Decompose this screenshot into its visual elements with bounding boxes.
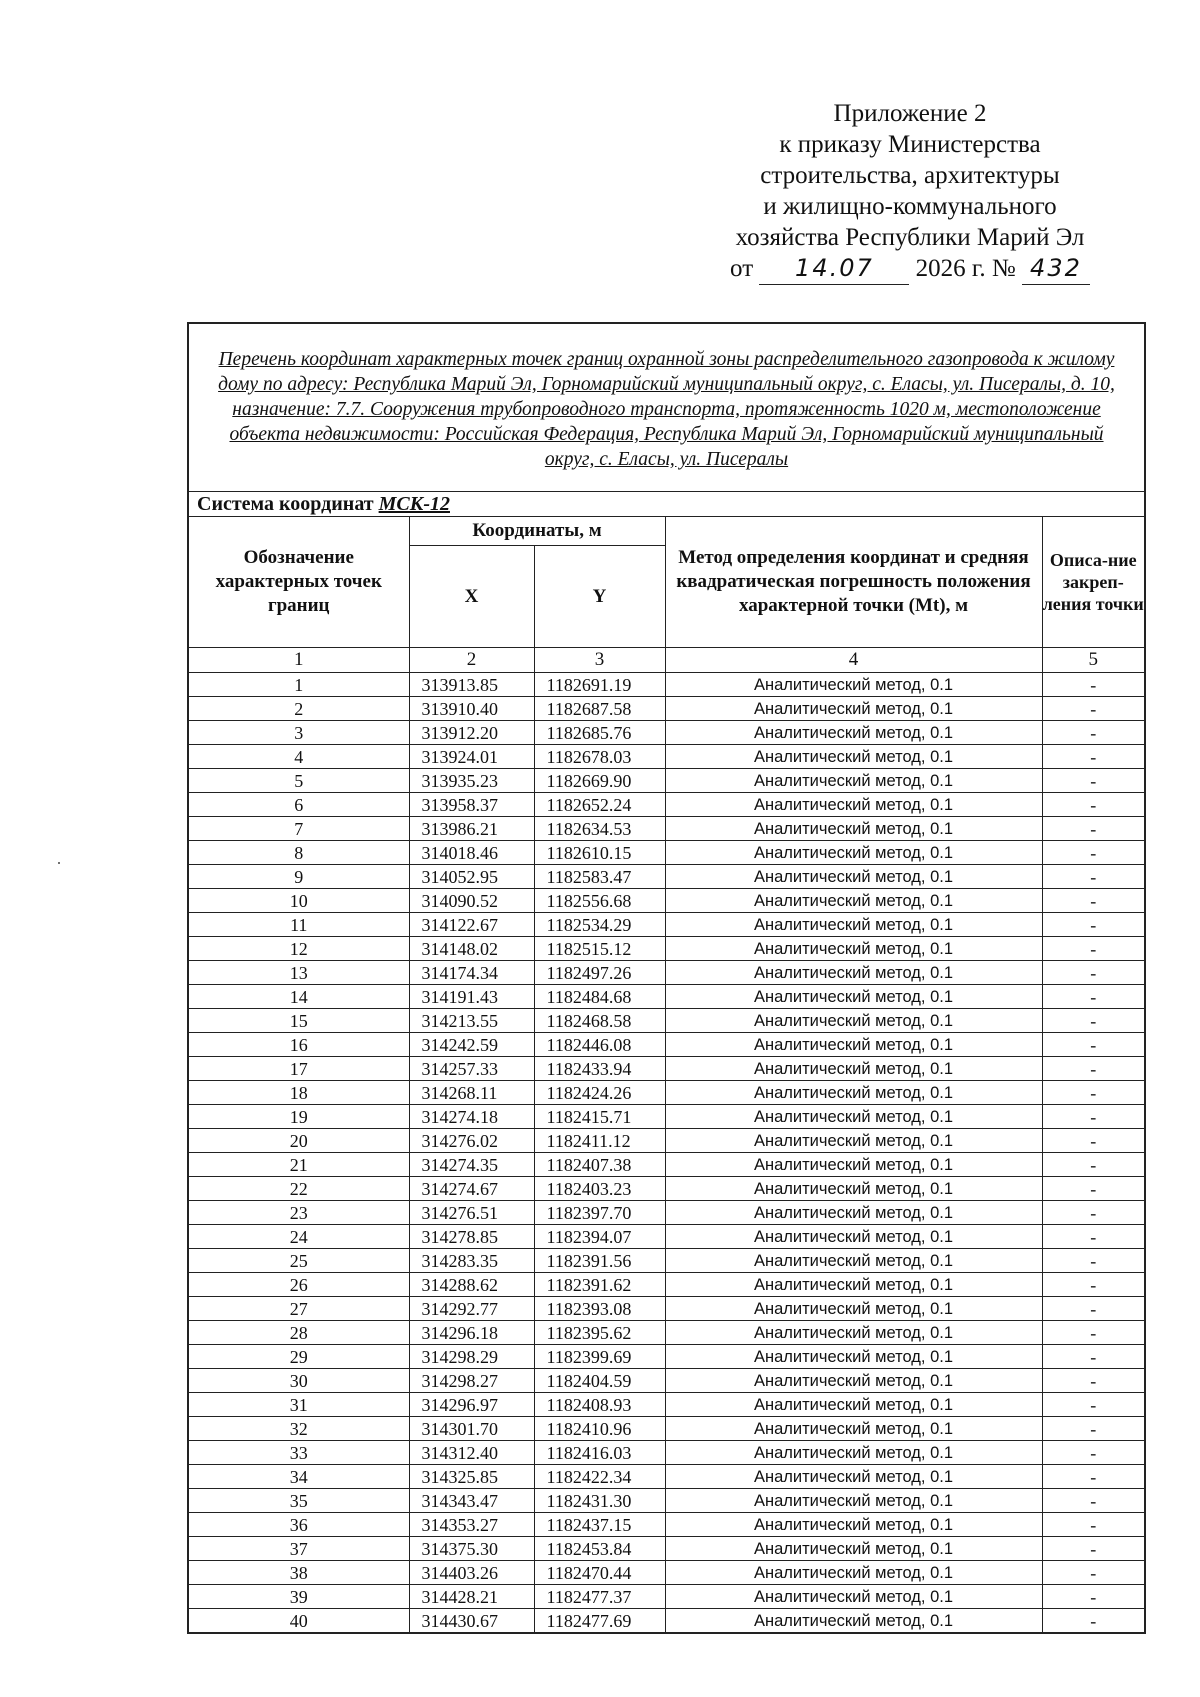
coord-y: 1182556.68 [534,889,665,913]
table-row [188,745,1145,769]
description-cell: - [1042,1465,1145,1489]
table-row [188,889,1145,913]
table-row [188,1201,1145,1225]
method-cell: Аналитический метод, 0.1 [665,1249,1042,1273]
coord-y: 1182534.29 [534,913,665,937]
point-number: 32 [188,1417,409,1441]
coord-y: 1182446.08 [534,1033,665,1057]
point-number: 18 [188,1081,409,1105]
coord-y: 1182433.94 [534,1057,665,1081]
description-cell: - [1042,889,1145,913]
description-cell: - [1042,673,1145,697]
method-cell: Аналитический метод, 0.1 [665,745,1042,769]
coord-x: 314174.34 [409,961,534,985]
coord-y: 1182410.96 [534,1417,665,1441]
coord-y: 1182431.30 [534,1489,665,1513]
column-number-row [188,648,1145,673]
coord-y: 1182422.34 [534,1465,665,1489]
description-cell: - [1042,1177,1145,1201]
method-cell: Аналитический метод, 0.1 [665,1393,1042,1417]
coord-y: 1182391.62 [534,1273,665,1297]
system-value: МСК-12 [378,492,450,515]
point-number: 37 [188,1537,409,1561]
method-cell: Аналитический метод, 0.1 [665,1081,1042,1105]
method-cell: Аналитический метод, 0.1 [665,1465,1042,1489]
description-cell: - [1042,1225,1145,1249]
coord-y: 1182391.56 [534,1249,665,1273]
coord-x: 314312.40 [409,1441,534,1465]
point-number: 11 [188,913,409,937]
point-number: 3 [188,721,409,745]
method-cell: Аналитический метод, 0.1 [665,1537,1042,1561]
coord-x: 314278.85 [409,1225,534,1249]
coord-y: 1182484.68 [534,985,665,1009]
method-cell: Аналитический метод, 0.1 [665,889,1042,913]
point-number: 36 [188,1513,409,1537]
scan-speck [58,862,60,864]
method-cell: Аналитический метод, 0.1 [665,769,1042,793]
coord-x: 314325.85 [409,1465,534,1489]
table-row [188,817,1145,841]
coord-y: 1182678.03 [534,745,665,769]
description-cell: - [1042,1153,1145,1177]
table-row [188,1273,1145,1297]
method-cell: Аналитический метод, 0.1 [665,985,1042,1009]
coord-y: 1182399.69 [534,1345,665,1369]
coord-x: 313986.21 [409,817,534,841]
description-cell: - [1042,817,1145,841]
appendix-title: Приложение 2 [833,100,987,127]
table-row [188,1057,1145,1081]
coord-x: 313958.37 [409,793,534,817]
point-number: 40 [188,1609,409,1634]
table-row [188,1009,1145,1033]
table-row [188,1489,1145,1513]
point-number: 8 [188,841,409,865]
coord-x: 313935.23 [409,769,534,793]
point-number: 26 [188,1273,409,1297]
description-cell: - [1042,1009,1145,1033]
method-cell: Аналитический метод, 0.1 [665,721,1042,745]
method-cell: Аналитический метод, 0.1 [665,793,1042,817]
description-cell: - [1042,1513,1145,1537]
coord-x: 314052.95 [409,865,534,889]
point-number: 2 [188,697,409,721]
coord-x: 314274.35 [409,1153,534,1177]
point-number: 27 [188,1297,409,1321]
table-row [188,673,1145,697]
coord-x: 314242.59 [409,1033,534,1057]
coord-x: 314353.27 [409,1513,534,1537]
table-row [188,1345,1145,1369]
table-row [188,1105,1145,1129]
description-cell: - [1042,1561,1145,1585]
date-prefix: от [730,255,754,282]
method-cell: Аналитический метод, 0.1 [665,1489,1042,1513]
coord-y: 1182583.47 [534,865,665,889]
method-cell: Аналитический метод, 0.1 [665,1417,1042,1441]
table-caption: Перечень координат характерных точек границ охранной зоны распределительного газопровода к жилому дому по адресу: Республика Марий Эл, Горномарийский муниципальный округ, с. Еласы, ул. Писералы, д. 10, назначение: 7.7. Сооружения трубопроводного транспорта, протяженность 1020 м, местоположение объекта недвижимости: Российская Федерация, Республика Марий Эл, Горномарийский муниципальный округ, с. Еласы, ул. Писералы [188,323,1145,492]
point-number: 12 [188,937,409,961]
coord-x: 314288.62 [409,1273,534,1297]
year-text: 2026 г. № [915,255,1016,282]
coord-x: 314268.11 [409,1081,534,1105]
table-row [188,1321,1145,1345]
point-number: 24 [188,1225,409,1249]
description-cell: - [1042,1537,1145,1561]
coord-y: 1182395.62 [534,1321,665,1345]
table-row [188,1537,1145,1561]
appendix-line: к приказу Министерства [779,131,1041,158]
description-cell: - [1042,1273,1145,1297]
header-y: Y [534,546,665,648]
description-cell: - [1042,937,1145,961]
order-date-line [700,253,1120,285]
table-row [188,1513,1145,1537]
table-row [188,1585,1145,1609]
table-row [188,1177,1145,1201]
coord-y: 1182408.93 [534,1393,665,1417]
table-row [188,1153,1145,1177]
description-cell: - [1042,1585,1145,1609]
description-cell: - [1042,1033,1145,1057]
coord-x: 314428.21 [409,1585,534,1609]
column-number: 2 [409,648,534,673]
description-cell: - [1042,1297,1145,1321]
appendix-header [700,98,1120,285]
method-cell: Аналитический метод, 0.1 [665,1009,1042,1033]
coord-x: 314148.02 [409,937,534,961]
coord-x: 314018.46 [409,841,534,865]
method-cell: Аналитический метод, 0.1 [665,1561,1042,1585]
point-number: 33 [188,1441,409,1465]
point-number: 29 [188,1345,409,1369]
point-number: 1 [188,673,409,697]
method-cell: Аналитический метод, 0.1 [665,1345,1042,1369]
handwritten-date: 14.07 [759,253,909,285]
method-cell: Аналитический метод, 0.1 [665,1609,1042,1634]
method-cell: Аналитический метод, 0.1 [665,1441,1042,1465]
coord-x: 314274.67 [409,1177,534,1201]
coord-y: 1182687.58 [534,697,665,721]
description-cell: - [1042,1321,1145,1345]
method-cell: Аналитический метод, 0.1 [665,1321,1042,1345]
system-label: Система координат [197,492,374,515]
table-row [188,913,1145,937]
table-row [188,1225,1145,1249]
point-number: 23 [188,1201,409,1225]
coord-y: 1182652.24 [534,793,665,817]
table-row [188,1561,1145,1585]
coord-y: 1182415.71 [534,1105,665,1129]
point-number: 16 [188,1033,409,1057]
appendix-line: и жилищно-коммунального [763,193,1057,220]
coord-y: 1182477.37 [534,1585,665,1609]
method-cell: Аналитический метод, 0.1 [665,1297,1042,1321]
point-number: 22 [188,1177,409,1201]
method-cell: Аналитический метод, 0.1 [665,1225,1042,1249]
table-row [188,841,1145,865]
description-cell: - [1042,1345,1145,1369]
coord-x: 314298.27 [409,1369,534,1393]
coord-x: 314298.29 [409,1345,534,1369]
description-cell: - [1042,913,1145,937]
coord-y: 1182403.23 [534,1177,665,1201]
table-row [188,697,1145,721]
point-number: 6 [188,793,409,817]
coord-x: 314296.97 [409,1393,534,1417]
coord-x: 314090.52 [409,889,534,913]
coord-y: 1182691.19 [534,673,665,697]
point-number: 13 [188,961,409,985]
coord-x: 314375.30 [409,1537,534,1561]
method-cell: Аналитический метод, 0.1 [665,1513,1042,1537]
description-cell: - [1042,1609,1145,1634]
column-number: 4 [665,648,1042,673]
description-cell: - [1042,1105,1145,1129]
point-number: 28 [188,1321,409,1345]
table-row [188,1369,1145,1393]
table-row [188,1033,1145,1057]
table-row [188,1249,1145,1273]
description-cell: - [1042,1057,1145,1081]
description-cell: - [1042,697,1145,721]
column-number: 3 [534,648,665,673]
coord-y: 1182393.08 [534,1297,665,1321]
coord-x: 314257.33 [409,1057,534,1081]
description-cell: - [1042,1441,1145,1465]
coord-y: 1182610.15 [534,841,665,865]
table-row [188,793,1145,817]
point-number: 35 [188,1489,409,1513]
description-cell: - [1042,841,1145,865]
point-number: 31 [188,1393,409,1417]
header-coords: Координаты, м [409,517,665,546]
table-row [188,1393,1145,1417]
coord-y: 1182411.12 [534,1129,665,1153]
coord-x: 314276.51 [409,1201,534,1225]
point-number: 17 [188,1057,409,1081]
coord-x: 314343.47 [409,1489,534,1513]
point-number: 7 [188,817,409,841]
table-row [188,961,1145,985]
coord-x: 314430.67 [409,1609,534,1634]
coord-x: 313912.20 [409,721,534,745]
description-cell: - [1042,745,1145,769]
point-number: 21 [188,1153,409,1177]
description-cell: - [1042,1081,1145,1105]
table-row [188,865,1145,889]
method-cell: Аналитический метод, 0.1 [665,961,1042,985]
method-cell: Аналитический метод, 0.1 [665,1105,1042,1129]
table-row [188,1609,1145,1634]
method-cell: Аналитический метод, 0.1 [665,1177,1042,1201]
coord-x: 313910.40 [409,697,534,721]
method-cell: Аналитический метод, 0.1 [665,1585,1042,1609]
description-cell: - [1042,1129,1145,1153]
table-row [188,1081,1145,1105]
description-cell: - [1042,1417,1145,1441]
coord-y: 1182453.84 [534,1537,665,1561]
table-row [188,1441,1145,1465]
method-cell: Аналитический метод, 0.1 [665,1201,1042,1225]
coord-y: 1182404.59 [534,1369,665,1393]
point-number: 25 [188,1249,409,1273]
table-row [188,985,1145,1009]
column-number: 1 [188,648,409,673]
method-cell: Аналитический метод, 0.1 [665,817,1042,841]
point-number: 5 [188,769,409,793]
coord-x: 314301.70 [409,1417,534,1441]
header-points: Обозначение характерных точек границ [188,517,409,648]
coord-x: 314122.67 [409,913,534,937]
coord-y: 1182468.58 [534,1009,665,1033]
coord-y: 1182634.53 [534,817,665,841]
method-cell: Аналитический метод, 0.1 [665,1129,1042,1153]
coord-y: 1182397.70 [534,1201,665,1225]
description-cell: - [1042,1201,1145,1225]
method-cell: Аналитический метод, 0.1 [665,673,1042,697]
point-number: 10 [188,889,409,913]
coord-x: 314292.77 [409,1297,534,1321]
method-cell: Аналитический метод, 0.1 [665,1153,1042,1177]
coord-y: 1182416.03 [534,1441,665,1465]
coord-x: 313913.85 [409,673,534,697]
appendix-line: строительства, архитектуры [760,162,1060,189]
coord-y: 1182424.26 [534,1081,665,1105]
method-cell: Аналитический метод, 0.1 [665,913,1042,937]
method-cell: Аналитический метод, 0.1 [665,1369,1042,1393]
coord-y: 1182669.90 [534,769,665,793]
table-row [188,769,1145,793]
point-number: 14 [188,985,409,1009]
point-number: 20 [188,1129,409,1153]
coord-x: 314274.18 [409,1105,534,1129]
coord-y: 1182515.12 [534,937,665,961]
description-cell: - [1042,1489,1145,1513]
coord-y: 1182470.44 [534,1561,665,1585]
description-cell: - [1042,1249,1145,1273]
coord-x: 314283.35 [409,1249,534,1273]
point-number: 19 [188,1105,409,1129]
coord-y: 1182497.26 [534,961,665,985]
description-cell: - [1042,865,1145,889]
table-row [188,1297,1145,1321]
coord-x: 314403.26 [409,1561,534,1585]
method-cell: Аналитический метод, 0.1 [665,1033,1042,1057]
handwritten-order-number: 432 [1022,253,1090,285]
description-cell: - [1042,985,1145,1009]
table-row [188,937,1145,961]
coord-y: 1182477.69 [534,1609,665,1634]
coord-x: 314276.02 [409,1129,534,1153]
description-cell: - [1042,769,1145,793]
point-number: 38 [188,1561,409,1585]
table-row [188,1129,1145,1153]
table-row [188,721,1145,745]
point-number: 4 [188,745,409,769]
description-cell: - [1042,1393,1145,1417]
coordinates-table [187,322,1146,1634]
method-cell: Аналитический метод, 0.1 [665,937,1042,961]
coord-y: 1182394.07 [534,1225,665,1249]
header-description: Описа-ние закреп-ления точки [1042,517,1145,648]
method-cell: Аналитический метод, 0.1 [665,697,1042,721]
method-cell: Аналитический метод, 0.1 [665,1273,1042,1297]
method-cell: Аналитический метод, 0.1 [665,865,1042,889]
point-number: 9 [188,865,409,889]
description-cell: - [1042,961,1145,985]
table-row [188,1417,1145,1441]
coord-x: 314296.18 [409,1321,534,1345]
point-number: 39 [188,1585,409,1609]
point-number: 34 [188,1465,409,1489]
column-number: 5 [1042,648,1145,673]
coordinate-system [188,492,1145,517]
appendix-line: хозяйства Республики Марий Эл [735,224,1085,251]
coord-y: 1182437.15 [534,1513,665,1537]
method-cell: Аналитический метод, 0.1 [665,1057,1042,1081]
coord-x: 313924.01 [409,745,534,769]
method-cell: Аналитический метод, 0.1 [665,841,1042,865]
description-cell: - [1042,1369,1145,1393]
description-cell: - [1042,721,1145,745]
point-number: 15 [188,1009,409,1033]
header-method: Метод определения координат и средняя квадратическая погрешность положения характерной точки (Mt), м [665,517,1042,648]
table-row [188,1465,1145,1489]
coord-x: 314213.55 [409,1009,534,1033]
point-number: 30 [188,1369,409,1393]
header-x: X [409,546,534,648]
coord-x: 314191.43 [409,985,534,1009]
description-cell: - [1042,793,1145,817]
coord-y: 1182685.76 [534,721,665,745]
coord-y: 1182407.38 [534,1153,665,1177]
